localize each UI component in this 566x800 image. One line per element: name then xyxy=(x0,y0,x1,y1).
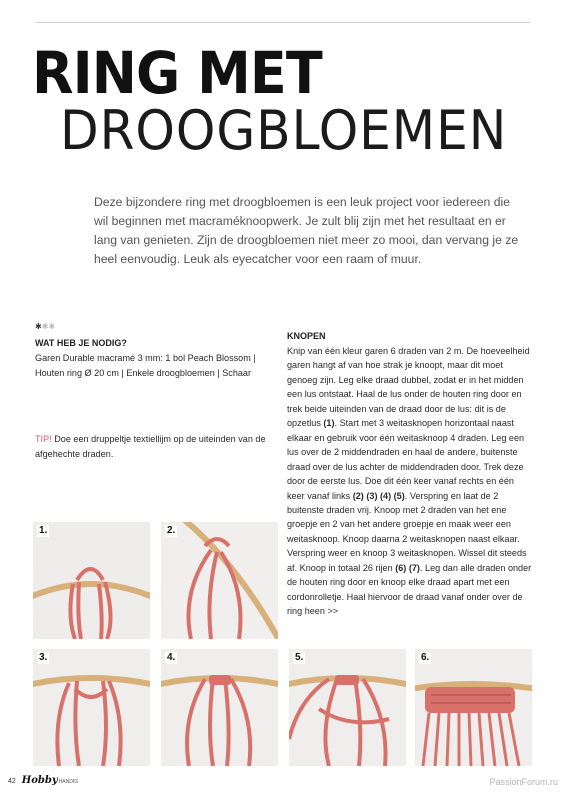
title-line-2: DROOGBLOEMEN xyxy=(60,99,508,162)
step-photo-5 xyxy=(289,649,406,766)
knots-heading: KNOPEN xyxy=(287,331,326,341)
step-photo-6 xyxy=(415,649,532,766)
knots-text-4: . Leg dan alle draden onder de houten ring door en knoop elke draad apart met een cordonrolletje. Haal hiervoor de draad vanaf onder over de ring heen >> xyxy=(287,562,532,617)
materials-text: Garen Durable macramé 3 mm: 1 bol Peach Blossom | Houten ring Ø 20 cm | Enkele droogbloemen | Schaar xyxy=(35,353,256,378)
knots-text-2: . Start met 3 weitasknopen horizontaal naast elkaar en gebruik voor één weitasknoop 4 draden. Leg een lus over de 2 middendraden en haal de andere, buitenste draad over de lus achter de middendraden door. Trek deze door de eerste lus. Doe dit één keer vanaf rechts en één keer vanaf links xyxy=(287,418,525,501)
title-line-1: RING MET xyxy=(32,39,322,107)
knots-ref-3: (6) (7) xyxy=(395,562,420,573)
knots-text-3: . Verspring en laat de 2 buitenste draden vrij. Knoop met 2 draden van het ene groepje en 2 van het andere groepje en maak weer een weitasknoop. Knoop daarna 2 weitasknopen naast elkaar. Verspring weer en knoop 3 weitasknopen. Wissel dit steeds af. Knoop in totaal 26 rijen xyxy=(287,490,527,573)
step-photo-4-label: 4. xyxy=(167,652,176,663)
brand-logo: Hobby xyxy=(21,775,58,786)
tip-paragraph xyxy=(35,432,275,461)
intro-paragraph: Deze bijzondere ring met droogbloemen is een leuk project voor iedereen die wil beginnen met macraméknoopwerk. Je zult blij zijn met het resultaat en er lang van genieten. Zijn de droogbloemen niet meer zo mooi, dan vervang je ze heel eenvoudig. Leuk als eyecatcher voor een raam of muur. xyxy=(94,195,519,266)
tip-label: TIP! xyxy=(35,434,52,444)
knots-instructions xyxy=(287,344,532,619)
knots-ref-2: (2) (3) (4) (5) xyxy=(352,490,405,501)
knots-ref-1: (1) xyxy=(323,418,335,429)
difficulty-star-empty: ✱✱ xyxy=(41,322,56,331)
top-rule xyxy=(36,22,530,23)
step-photo-3-label: 3. xyxy=(39,652,48,663)
step-photo-4 xyxy=(161,649,278,766)
tip-text: Doe een druppeltje textiellijm op de uiteinden van de afgehechte draden. xyxy=(35,434,266,459)
step-photo-2 xyxy=(161,522,278,639)
brand-subtitle: HANDIG xyxy=(58,779,79,785)
step-photo-3 xyxy=(33,649,150,766)
step-photo-6-label: 6. xyxy=(421,652,430,663)
step-photo-5-label: 5. xyxy=(295,652,304,663)
knots-text-1: Knip van één kleur garen 6 draden van 2 m. De hoeveelheid garen hangt af van hoe strak je knoopt, maar dit moet genoeg zijn. Leg elke draad dubbel, zodat er in het midden een lus ontstaat. Haal de lus onder de houten ring door en trek beide uiteinden van de draad door de lus: dit is de opzetlus xyxy=(287,346,530,429)
step-photo-2-label: 2. xyxy=(167,525,176,536)
watermark: PassionForum.ru xyxy=(489,777,558,787)
page-number: 42 xyxy=(8,778,16,785)
difficulty-rating xyxy=(35,322,55,331)
page-footer xyxy=(8,775,78,786)
materials-heading: WAT HEB JE NODIG? xyxy=(35,338,127,348)
difficulty-star-filled: ✱ xyxy=(35,322,42,331)
step-photo-1 xyxy=(33,522,150,639)
step-photo-1-label: 1. xyxy=(39,525,48,536)
